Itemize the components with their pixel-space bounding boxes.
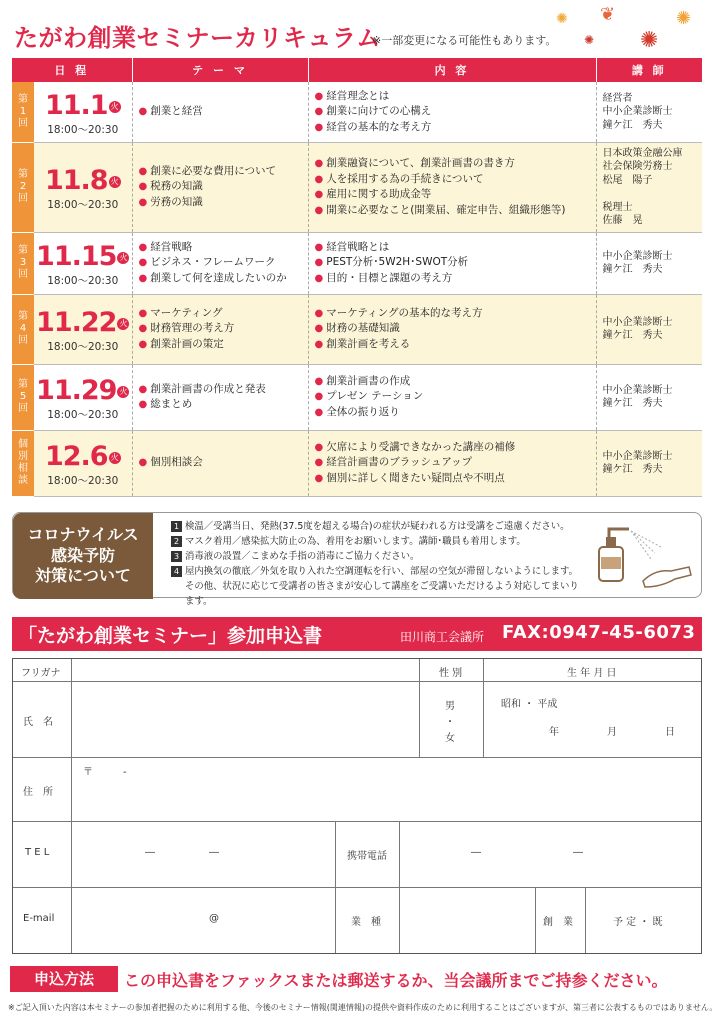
content-cell (308, 142, 596, 232)
session-row (12, 364, 702, 430)
session-time: 18:00～20:30 (47, 198, 119, 211)
content-item: ● 財務の基礎知識 (315, 321, 590, 337)
tel-dash: ― (145, 847, 155, 858)
session-label (12, 364, 34, 430)
session-time: 18:00～20:30 (47, 408, 119, 421)
furigana-label: フリガナ (21, 668, 61, 679)
theme-item: ● 総まとめ (139, 397, 302, 413)
theme-item: ● 創業して何を達成したいのか (139, 271, 302, 287)
theme-item: ● 労務の知識 (139, 195, 302, 211)
session-date (34, 430, 132, 496)
theme-item: ● 経営戦略 (139, 240, 302, 256)
page-title: たがわ創業セミナーカリキュラム (14, 24, 381, 52)
covid-item (171, 519, 581, 534)
theme-item: ● 創業計画書の作成と発表 (139, 382, 302, 398)
tel-dash: ― (209, 847, 219, 858)
industry-label: 業 種 (351, 917, 381, 928)
session-row (12, 142, 702, 232)
postal-code[interactable]: 〒 - (83, 767, 127, 778)
content-item: ● 欠席により受講できなかった講座の補修 (315, 440, 590, 456)
session-label-text: 個 別 相 談 (18, 439, 28, 486)
covid-item-text: 屋内換気の徹底／外気を取り入れた空調運転を行い、部屋の空気が滞留しないようにします。 (185, 566, 579, 578)
covid-list (171, 519, 581, 609)
session-label-text: 第 3 回 (18, 245, 28, 280)
covid-title-line: 対策について (35, 566, 131, 586)
item-number: 4 (171, 566, 182, 577)
name-input[interactable] (75, 689, 415, 753)
header-date: 日 程 (12, 58, 132, 82)
startup-label: 創 業 (543, 917, 573, 928)
weekday-badge: 火 (110, 177, 119, 187)
lecturer-cell (596, 294, 702, 364)
theme-item: ● 創業計画の策定 (139, 337, 302, 353)
header-content: 内 容 (308, 58, 596, 82)
gender-label: 性 別 (439, 668, 463, 679)
content-item: ● PEST分析･5W2H･SWOT分析 (315, 255, 590, 271)
content-item: ● 創業計画を考える (315, 337, 590, 353)
session-label-text: 第 4 回 (18, 311, 28, 346)
change-note: ※一部変更になる可能性もあります。 (372, 34, 557, 47)
content-item: ● 人を採用する為の手続きについて (315, 172, 590, 188)
content-item: ● 雇用に関する助成金等 (315, 187, 590, 203)
lecturer-text: 中小企業診断士 鐘ケ江 秀夫 (602, 250, 673, 275)
curriculum-table (12, 58, 702, 497)
covid-item-text: 消毒液の設置／こまめな手指の消毒にご協力ください。 (185, 551, 420, 563)
era-options[interactable]: 昭和 ・ 平成 (501, 699, 558, 710)
mobile-label: 携帯電話 (347, 851, 387, 862)
session-row (12, 294, 702, 364)
maple-leaf-icon: ❦ (600, 4, 616, 25)
content-item: ● 経営理念とは (315, 89, 590, 105)
session-date (34, 142, 132, 232)
theme-cell (132, 364, 308, 430)
covid-title-line: コロナウイルス (27, 524, 139, 544)
content-cell (308, 294, 596, 364)
covid-box (12, 512, 702, 608)
covid-item-text: 検温／受講当日、発熱(37.5度を超える場合)の症状が疑われる方は受講をご遠慮ください。 (185, 521, 570, 532)
address-input[interactable] (75, 779, 695, 817)
session-label (12, 232, 34, 294)
organization-name: 田川商工会議所 (400, 630, 485, 644)
content-item: ● 個別に詳しく聞きたい疑問点や不明点 (315, 471, 590, 487)
header-theme: テ ー マ (132, 58, 308, 82)
content-item: ● 経営計画書のブラッシュアップ (315, 455, 590, 471)
session-label (12, 430, 34, 496)
session-row (12, 232, 702, 294)
date-number: 11.15 (36, 240, 117, 272)
lecturer-text: 中小企業診断士 鐘ケ江 秀夫 (602, 450, 673, 475)
session-row (12, 430, 702, 496)
address-label: 住 所 (23, 787, 53, 798)
theme-item: ● 創業に必要な費用について (139, 164, 302, 180)
session-label (12, 294, 34, 364)
date-number: 11.29 (36, 374, 117, 406)
session-label-text: 第 1 回 (18, 93, 28, 129)
lecturer-cell (596, 82, 702, 142)
birthdate-label: 生 年 月 日 (567, 668, 617, 679)
theme-cell (132, 294, 308, 364)
theme-item: ● 財務管理の考え方 (139, 321, 302, 337)
session-time: 18:00～20:30 (47, 123, 119, 136)
item-number: 3 (171, 551, 182, 562)
how-to-apply-label: 申込方法 (10, 966, 118, 992)
weekday-badge: 火 (119, 319, 128, 329)
gender-male[interactable]: 男 (445, 701, 455, 712)
email-label: E-mail (23, 913, 55, 924)
privacy-footnote: ※ご記入頂いた内容は本セミナーの参加者把握のために利用する他、今後のセミナー情報(関連情報)の提供や資料作成のために利用することはございますが、第三者に公表するものではありません。 (8, 1003, 718, 1012)
year-label: 年 (549, 727, 559, 738)
gender-female[interactable]: 女 (445, 733, 455, 744)
name-label: 氏 名 (23, 717, 53, 728)
session-time: 18:00～20:30 (47, 474, 119, 487)
content-item: ● 全体の振り返り (315, 405, 590, 421)
application-form (12, 658, 702, 954)
session-label (12, 142, 34, 232)
covid-title (13, 513, 153, 599)
theme-cell (132, 142, 308, 232)
date-number: 12.6 (44, 440, 108, 472)
theme-item: ● ビジネス・フレームワーク (139, 255, 302, 271)
content-cell (308, 430, 596, 496)
weekday-badge: 火 (110, 102, 119, 112)
maple-leaf-icon: ✺ (556, 11, 568, 27)
lecturer-cell (596, 142, 702, 232)
date-number: 11.22 (36, 306, 117, 338)
maple-leaf-icon: ✺ (676, 8, 692, 29)
startup-options[interactable]: 予 定 ・ 既 (613, 917, 663, 928)
application-header (12, 617, 702, 651)
how-to-apply-text: この申込書をファックスまたは郵送するか、当会議所までご持参ください。 (124, 971, 668, 990)
table-header-row (12, 58, 702, 82)
date-number: 11.1 (44, 89, 108, 121)
lecturer-cell (596, 430, 702, 496)
theme-cell (132, 82, 308, 142)
covid-title-line: 感染予防 (50, 545, 115, 565)
lecturer-text: 日本政策金融公庫 社会保険労務士 松尾 陽子 税理士 佐藤 晃 (602, 147, 683, 226)
content-item: ● 開業に必要なこと(開業届、確定申告、組織形態等) (315, 203, 590, 219)
weekday-badge: 火 (110, 453, 119, 463)
covid-item-text: マスク着用／感染拡大防止の為、着用をお願いします。講師･職員も着用します。 (185, 536, 526, 548)
session-date (34, 232, 132, 294)
gender-dot: ・ (445, 717, 455, 728)
session-date (34, 82, 132, 142)
content-item: ● 創業融資について、創業計画書の書き方 (315, 156, 590, 172)
month-label: 月 (607, 727, 617, 738)
item-number: 1 (171, 521, 182, 532)
weekday-badge: 火 (119, 253, 128, 263)
session-label-text: 第 2 回 (18, 169, 28, 204)
content-item: ● 目的・目標と課題の考え方 (315, 271, 590, 287)
session-date (34, 294, 132, 364)
session-time: 18:00～20:30 (47, 274, 119, 287)
content-item: ● 創業に向けての心構え (315, 104, 590, 120)
theme-item: ● 税務の知識 (139, 179, 302, 195)
covid-item (171, 549, 581, 564)
mobile-dash: ― (573, 847, 583, 858)
email-at: @ (209, 913, 219, 924)
content-item: ● 創業計画書の作成 (315, 374, 590, 390)
theme-item: ● マーケティング (139, 306, 302, 322)
theme-item: ● 創業と経営 (139, 104, 302, 120)
maple-leaf-icon: ✺ (584, 33, 595, 47)
weekday-badge: 火 (119, 387, 128, 397)
content-item: ● プレゼン テーション (315, 389, 590, 405)
lecturer-text: 中小企業診断士 鐘ケ江 秀夫 (602, 316, 673, 341)
covid-item (171, 564, 581, 579)
session-label-text: 第 5 回 (18, 379, 28, 414)
session-row (12, 82, 702, 142)
lecturer-cell (596, 232, 702, 294)
session-date (34, 364, 132, 430)
covid-closing: その他、状況に応じて受講者の皆さまが安心して講座をご受講いただけるよう対応してまいります。 (185, 581, 579, 608)
covid-item (171, 534, 581, 549)
day-label: 日 (665, 727, 675, 738)
furigana-input[interactable] (75, 662, 415, 679)
content-cell (308, 82, 596, 142)
theme-cell (132, 232, 308, 294)
application-title: 「たがわ創業セミナー」参加申込書 (18, 625, 323, 647)
content-cell (308, 232, 596, 294)
maple-leaf-icon: ✺ (640, 28, 659, 53)
content-item: ● 経営戦略とは (315, 240, 590, 256)
content-item: ● マーケティングの基本的な考え方 (315, 306, 590, 322)
session-time: 18:00～20:30 (47, 340, 119, 353)
theme-item: ● 個別相談会 (139, 455, 302, 471)
item-number: 2 (171, 536, 182, 547)
header-lecturer: 講 師 (596, 58, 702, 82)
lecturer-cell (596, 364, 702, 430)
theme-cell (132, 430, 308, 496)
lecturer-text: 経営者 中小企業診断士 鐘ケ江 秀夫 (602, 92, 673, 131)
content-cell (308, 364, 596, 430)
mobile-dash: ― (471, 847, 481, 858)
sanitizer-hand-icon (585, 517, 695, 595)
session-label (12, 82, 34, 142)
fax-number: FAX:0947-45-6073 (502, 622, 696, 643)
tel-label: T E L (25, 847, 50, 858)
lecturer-text: 中小企業診断士 鐘ケ江 秀夫 (602, 384, 673, 409)
content-item: ● 経営の基本的な考え方 (315, 120, 590, 136)
date-number: 11.8 (44, 164, 108, 196)
